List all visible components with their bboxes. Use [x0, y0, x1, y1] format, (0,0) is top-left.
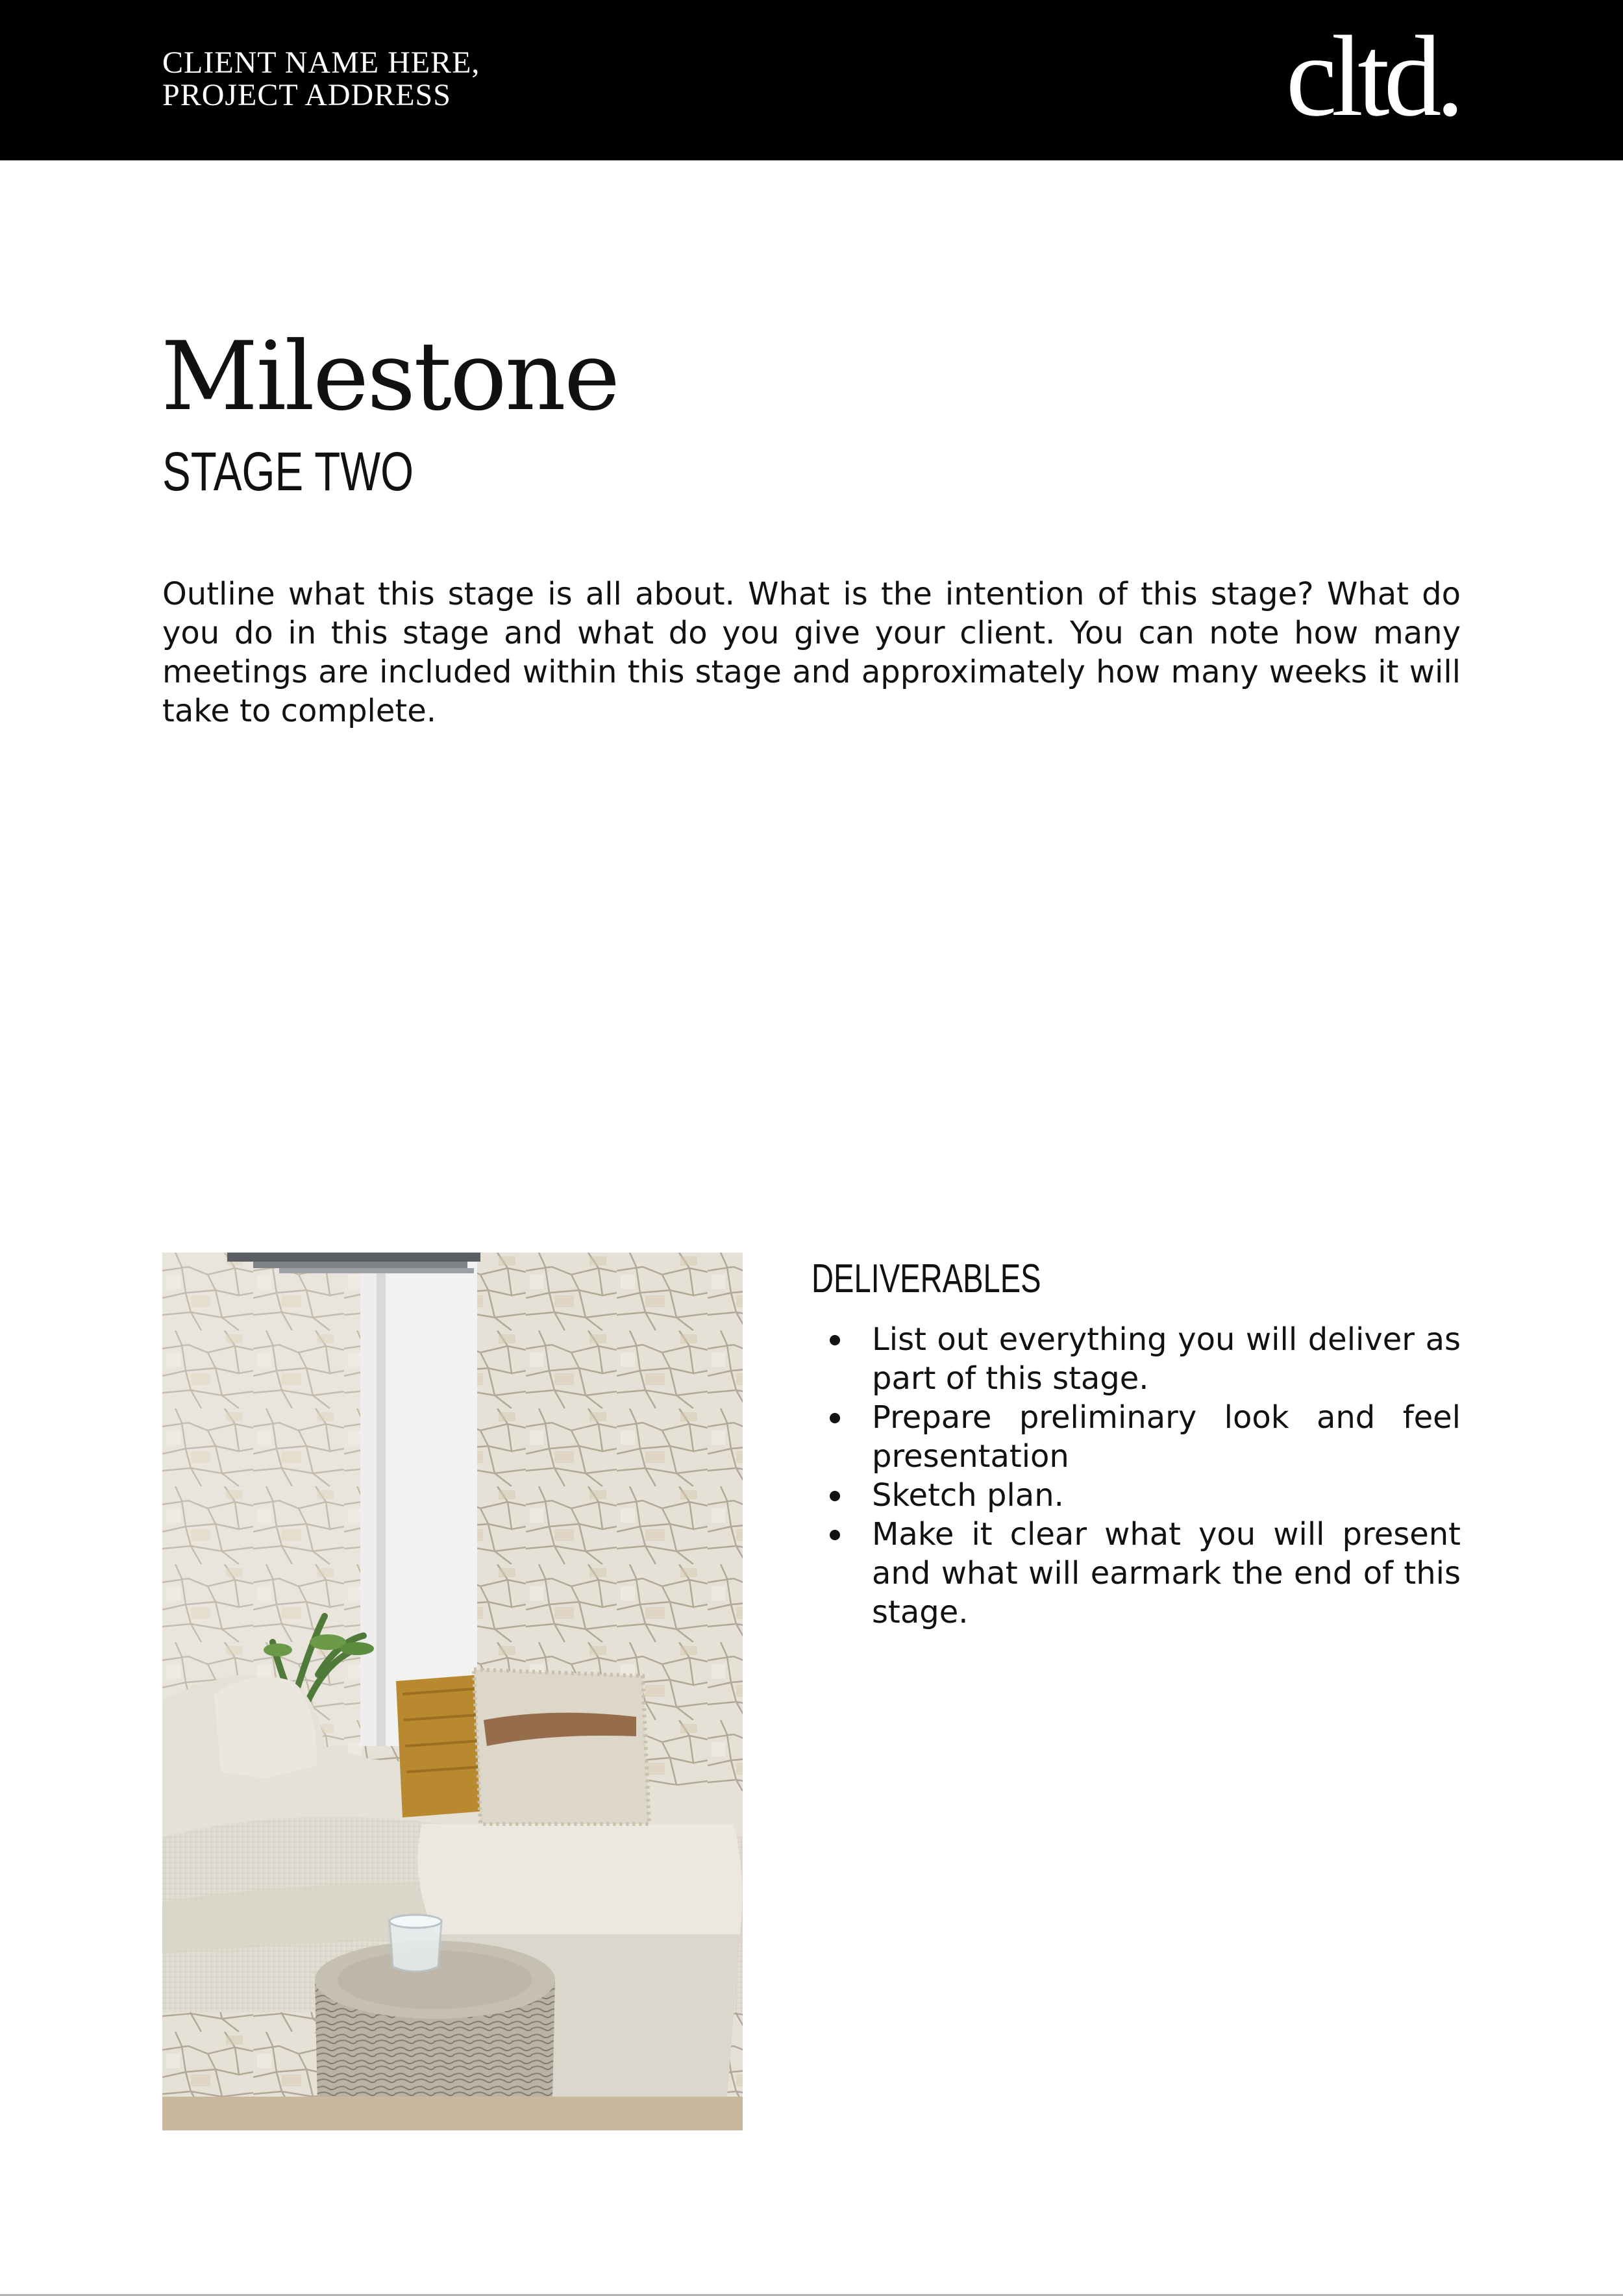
list-item [812, 1398, 1461, 1476]
bullet-icon [830, 1491, 840, 1501]
bullet-icon [830, 1530, 840, 1540]
deliverables-list [812, 1320, 1461, 1632]
intro-paragraph: Outline what this stage is all about. What is the intention of this stage? What do you do in this stage and what do you give your client. You can note how many meetings are included within this stage and approximately how many weeks it will take to complete. [162, 576, 1461, 729]
interior-photo [162, 1253, 743, 2130]
project-address: PROJECT ADDRESS [162, 78, 451, 112]
list-item [812, 1476, 1461, 1515]
brand-logo: cltd. [1285, 12, 1459, 140]
page-title: Milestone [161, 321, 619, 432]
list-item-text: Sketch plan. [872, 1477, 1064, 1514]
list-item-text: Make it clear what you will present and what will earmark the end of this stage. [872, 1516, 1461, 1630]
bullet-icon [830, 1413, 840, 1423]
list-item-text: List out everything you will deliver as part of this stage. [872, 1321, 1461, 1397]
list-item [812, 1320, 1461, 1398]
page-subtitle: STAGE TWO [162, 441, 414, 502]
client-name: CLIENT NAME HERE, [162, 45, 480, 80]
header-bar [0, 0, 1623, 160]
deliverables-heading: DELIVERABLES [812, 1256, 1041, 1301]
list-item-text: Prepare preliminary look and feel presentation [872, 1399, 1461, 1475]
bullet-icon [830, 1335, 840, 1345]
list-item [812, 1515, 1461, 1632]
